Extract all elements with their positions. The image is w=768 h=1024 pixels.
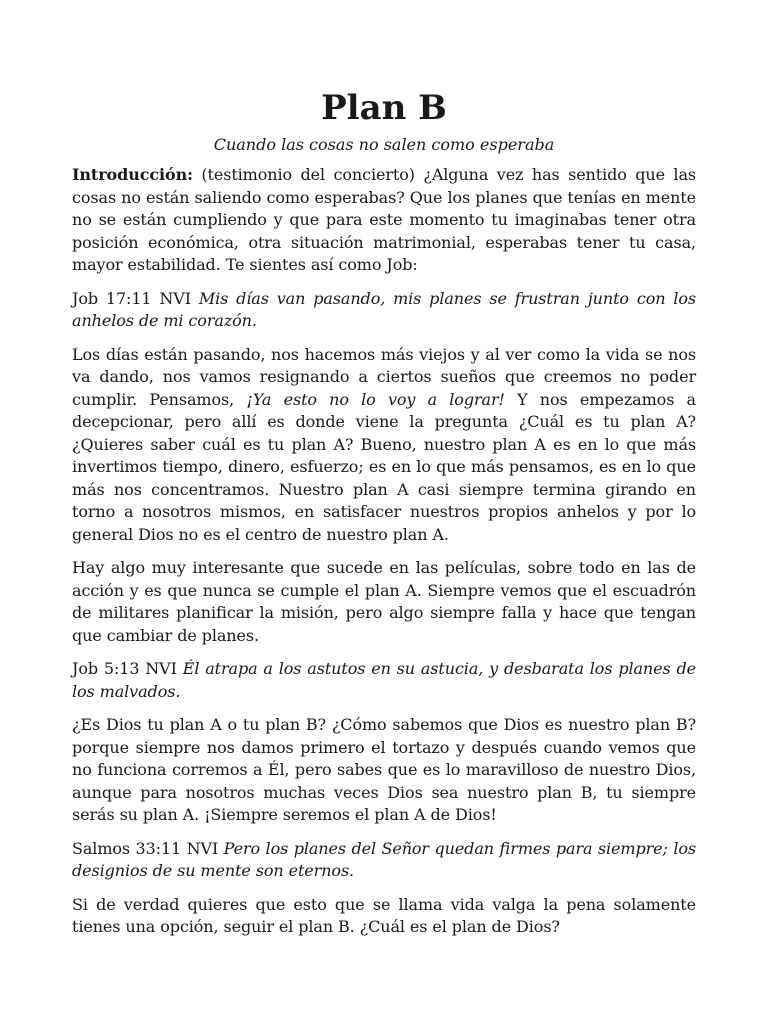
paragraph-text: Los días están pasando, nos hacemos más viejos y al ver como la vida se nos va dando, nos vamos resignando a ciertos sueños que creemos no poder cumplir. Pensamos, xyxy=(72,344,696,409)
verse-reference: Job 17:11 NVI xyxy=(72,288,199,308)
document-subtitle: Cuando las cosas no salen como esperaba xyxy=(213,135,555,154)
god-plan-paragraph: ¿Es Dios tu plan A o tu plan B? ¿Cómo sabemos que Dios es nuestro plan B? porque siempre nos damos primero el tortazo y después cuando vemos que no funciona corremos a Él, pero sabes que es lo maravilloso de nuestro Dios, aunque para nosotros muchas veces Dios sea nuestro plan B, tu siempre serás su plan A. ¡Siempre seremos el plan A de Dios! xyxy=(72,715,696,824)
verse-reference: Job 5:13 NVI xyxy=(72,659,183,678)
closing-paragraph: Si de verdad quieres que esto que se llama vida valga la pena solamente tienes una opción, seguir el plan B. ¿Cuál es el plan de Dios? xyxy=(72,894,696,936)
paragraph-text: Y nos empezamos a decepcionar, pero allí es donde viene la pregunta ¿Cuál es tu plan A? ¿Quieres saber cuál es tu plan A? Bueno, nuestro plan A es en lo que más invertimos tiempo, dinero, esfuerzo; es en lo que más pensamos, es en lo que más nos concentramos. Nuestro plan A casi siempre termina girando en torno a nosotros mismos, en satisfacer nuestros propios anhelos y por lo general Dios no es el centro de nuestro plan A. xyxy=(72,389,696,544)
verse-reference: Salmos 33:11 NVI xyxy=(72,838,224,858)
verse-salmos-33-11 xyxy=(72,838,696,883)
verse-job-17-11 xyxy=(72,288,696,333)
verse-text: Mis días van pasando, mis planes se frustran junto con los anhelos de mi corazón. xyxy=(72,288,696,330)
intro-label: Introducción: xyxy=(72,165,193,184)
emphasis-text: ¡Ya esto no lo voy a lograr! xyxy=(246,389,505,409)
intro-paragraph xyxy=(72,164,696,277)
verse-text: Él atrapa a los astutos en su astucia, y desbarata los planes de los malvados. xyxy=(72,659,696,701)
verse-text: Pero los planes del Señor quedan firmes para siempre; los designios de su mente son eternos. xyxy=(72,838,696,880)
plan-a-paragraph xyxy=(72,344,696,547)
document-title: Plan B xyxy=(321,88,447,128)
verse-job-5-13 xyxy=(72,658,696,703)
intro-text: (testimonio del concierto) ¿Alguna vez has sentido que las cosas no están saliendo como esperabas? Que los planes que tenías en mente no se están cumpliendo y que para este momento tu imaginabas tener otra posición económica, otra situación matrimonial, esperabas tener tu casa, mayor estabilidad. Te sientes así como Job: xyxy=(72,165,696,274)
movies-paragraph: Hay algo muy interesante que sucede en las películas, sobre todo en las de acción y es que nunca se cumple el plan A. Siempre vemos que el escuadrón de militares planificar la misión, pero algo siempre falla y hace que tengan que cambiar de planes. xyxy=(72,558,696,645)
